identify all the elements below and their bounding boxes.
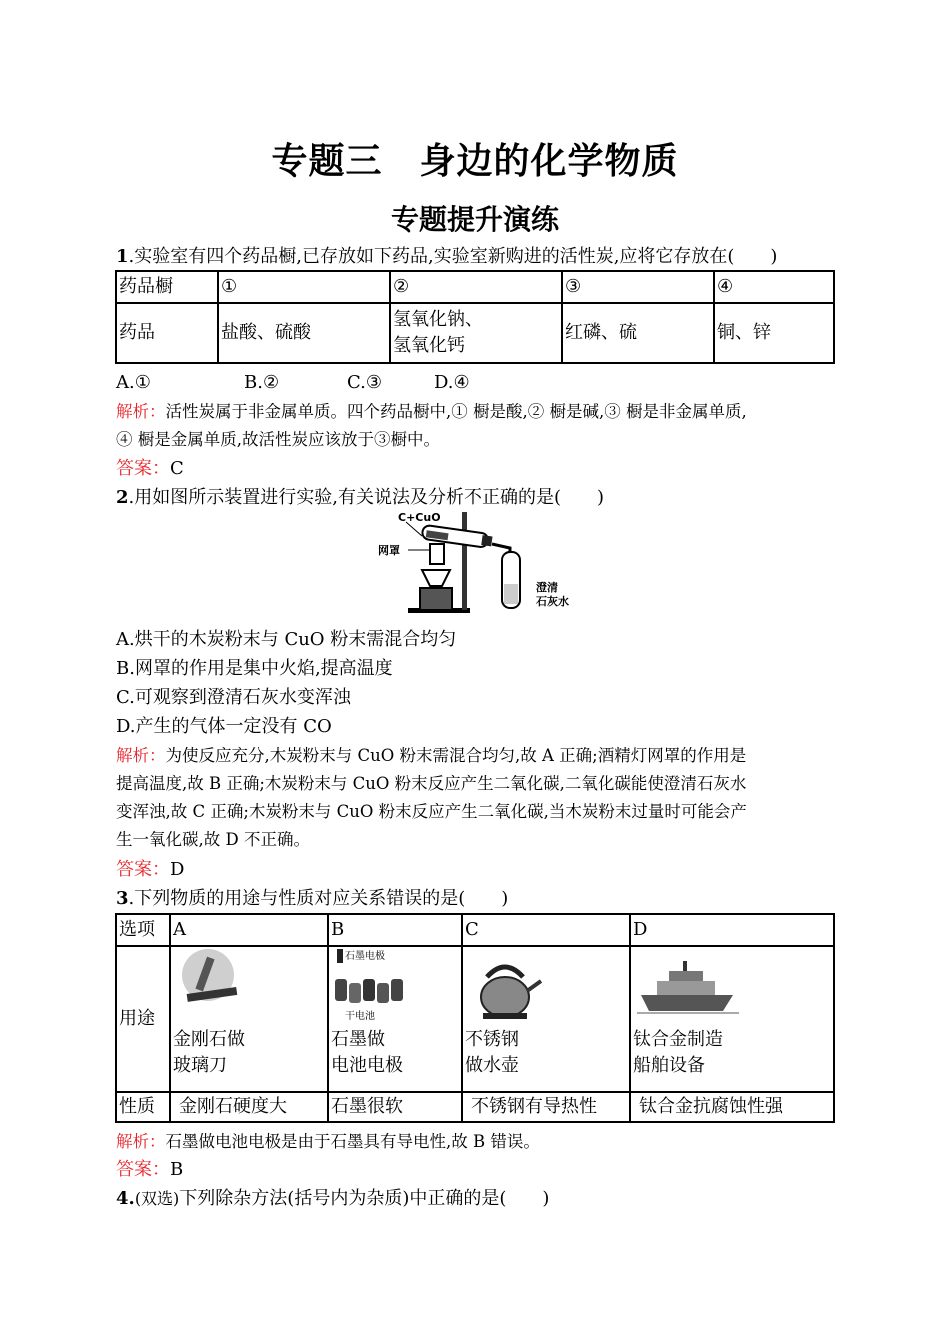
q2-analysis-line-2: 提高温度,故 B 正确;木炭粉末与 CuO 粉末反应产生二氧化碳,二氧化碳能使澄清石灰水 [116, 774, 747, 793]
cell-line: 钛合金制造 [633, 1029, 723, 1050]
cell-line: 氢氧化钙 [393, 335, 465, 356]
leader-line [406, 522, 422, 536]
option-b: B.② [244, 372, 280, 393]
q1-analysis-line-1 [116, 400, 747, 424]
question-1-stem [116, 245, 777, 269]
q2-option-d: D.产生的气体一定没有 CO [116, 716, 332, 737]
q1-table [115, 270, 835, 364]
q3-analysis-line-1 [116, 1130, 540, 1154]
label-graphite-electrode: 石墨电极 [345, 951, 385, 962]
analysis-text: 为使反应充分,木炭粉末与 CuO 粉末需混合均匀,故 A 正确;酒精灯网罩的作用是 [165, 746, 747, 765]
answer-value: D [170, 859, 185, 880]
table-cell: 钛合金抗腐蚀性强 [630, 1092, 834, 1122]
answer-value: B [170, 1159, 184, 1180]
table-cell: ① [218, 271, 390, 303]
cell-line: 电池电极 [331, 1055, 403, 1076]
question-2-stem [116, 486, 604, 510]
q2-option-b: B.网罩的作用是集中火焰,提高温度 [116, 658, 393, 679]
label-limewater-2: 石灰水 [536, 595, 569, 608]
analysis-label: 解析： [116, 1132, 166, 1151]
cell-line: 金刚石做 [173, 1029, 245, 1050]
table-cell [328, 946, 462, 1092]
option-c: C.③ [347, 372, 382, 393]
q3-answer [116, 1158, 183, 1182]
cell-line: 船舶设备 [633, 1055, 705, 1076]
table-cell [462, 946, 630, 1092]
burner-top [422, 570, 450, 586]
analysis-label: 解析： [116, 402, 166, 421]
option-d: D.④ [434, 372, 470, 393]
question-text: .实验室有四个药品橱,已存放如下药品,实验室新购进的活性炭,应将它存放在( ) [128, 246, 778, 267]
mesh-cover [430, 544, 444, 564]
burner-body [420, 588, 452, 610]
q1-answer [116, 457, 184, 481]
answer-value: C [170, 458, 184, 479]
table-cell: 不锈钢有导热性 [462, 1092, 630, 1122]
answer-label: 答案： [116, 458, 170, 479]
question-text: 下列除杂方法(括号内为杂质)中正确的是( ) [179, 1188, 550, 1209]
question-4-stem: 4.(双选)下列除杂方法(括号内为杂质)中正确的是( ) [116, 1188, 550, 1209]
limewater [504, 584, 518, 604]
table-cell: 石墨很软 [328, 1092, 462, 1122]
battery-electrode-image [331, 947, 441, 1027]
table-cell: 铜、锌 [714, 303, 834, 363]
cell-line: 不锈钢 [465, 1029, 519, 1050]
q2-analysis-line-1 [116, 744, 746, 768]
question-number: 1 [116, 246, 129, 267]
table-cell [390, 303, 562, 363]
cell-line: 做水壶 [465, 1055, 519, 1076]
label-dry-cell: 干电池 [345, 1011, 375, 1022]
ship-image [633, 947, 743, 1027]
analysis-text: 活性炭属于非金属单质。四个药品橱中,① 橱是酸,② 橱是碱,③ 橱是非金属单质, [165, 402, 747, 421]
table-cell: 红磷、硫 [562, 303, 714, 363]
stand-rod [462, 512, 467, 610]
answer-label: 答案： [116, 1159, 170, 1180]
option-a: A.① [116, 372, 151, 393]
table-cell: C [462, 914, 630, 946]
glass-cutter-image [173, 947, 243, 1027]
table-cell: B [328, 914, 462, 946]
q2-option-c: C.可观察到澄清石灰水变浑浊 [116, 687, 351, 708]
table-cell [170, 946, 328, 1092]
q2-option-a: A.烘干的木炭粉末与 CuO 粉末需混合均匀 [116, 629, 457, 650]
q3-table [115, 913, 835, 1123]
q2-answer [116, 858, 184, 882]
analysis-label: 解析： [116, 746, 166, 765]
question-number: 4 [116, 1188, 129, 1209]
answer-label: 答案： [116, 859, 170, 880]
q2-analysis-line-3: 变浑浊,故 C 正确;木炭粉末与 CuO 粉末反应产生二氧化碳,当木炭粉末过量时可能会产 [116, 802, 747, 821]
label-mesh-cover: 网罩 [378, 544, 400, 557]
question-text: .下列物质的用途与性质对应关系错误的是( ) [128, 888, 509, 909]
experiment-apparatus-figure [370, 508, 580, 618]
q2-analysis-line-4: 生一氧化碳,故 D 不正确。 [116, 830, 310, 849]
table-cell: A [170, 914, 328, 946]
kettle-image [465, 947, 545, 1027]
question-tag: (双选) [134, 1189, 180, 1208]
q1-analysis-line-2: ④ 橱是金属单质,故活性炭应该放于③橱中。 [116, 430, 440, 449]
label-limewater-1: 澄清 [536, 581, 558, 594]
cell-line: 玻璃刀 [173, 1055, 227, 1076]
table-cell: 药品橱 [116, 271, 218, 303]
table-cell: ③ [562, 271, 714, 303]
table-cell: 药品 [116, 303, 218, 363]
cell-line: 氢氧化钠、 [393, 309, 483, 330]
question-number: 2 [116, 487, 129, 508]
label-c-cuo: C+CuO [398, 511, 441, 524]
question-text: .用如图所示装置进行实验,有关说法及分析不正确的是( ) [128, 487, 605, 508]
table-cell: D [630, 914, 834, 946]
page-subtitle: 专题提升演练 [390, 203, 559, 236]
table-cell: 金刚石硬度大 [170, 1092, 328, 1122]
question-3-stem [116, 887, 508, 911]
table-cell [630, 946, 834, 1092]
cell-line: 石墨做 [331, 1029, 385, 1050]
table-cell: 盐酸、硫酸 [218, 303, 390, 363]
table-cell: 用途 [116, 946, 170, 1092]
question-number: 3 [116, 888, 129, 909]
analysis-text: 石墨做电池电极是由于石墨具有导电性,故 B 错误。 [165, 1132, 540, 1151]
table-cell: ④ [714, 271, 834, 303]
table-cell: 选项 [116, 914, 170, 946]
table-cell: ② [390, 271, 562, 303]
page-title: 专题三 身边的化学物质 [271, 141, 679, 182]
table-cell: 性质 [116, 1092, 170, 1122]
